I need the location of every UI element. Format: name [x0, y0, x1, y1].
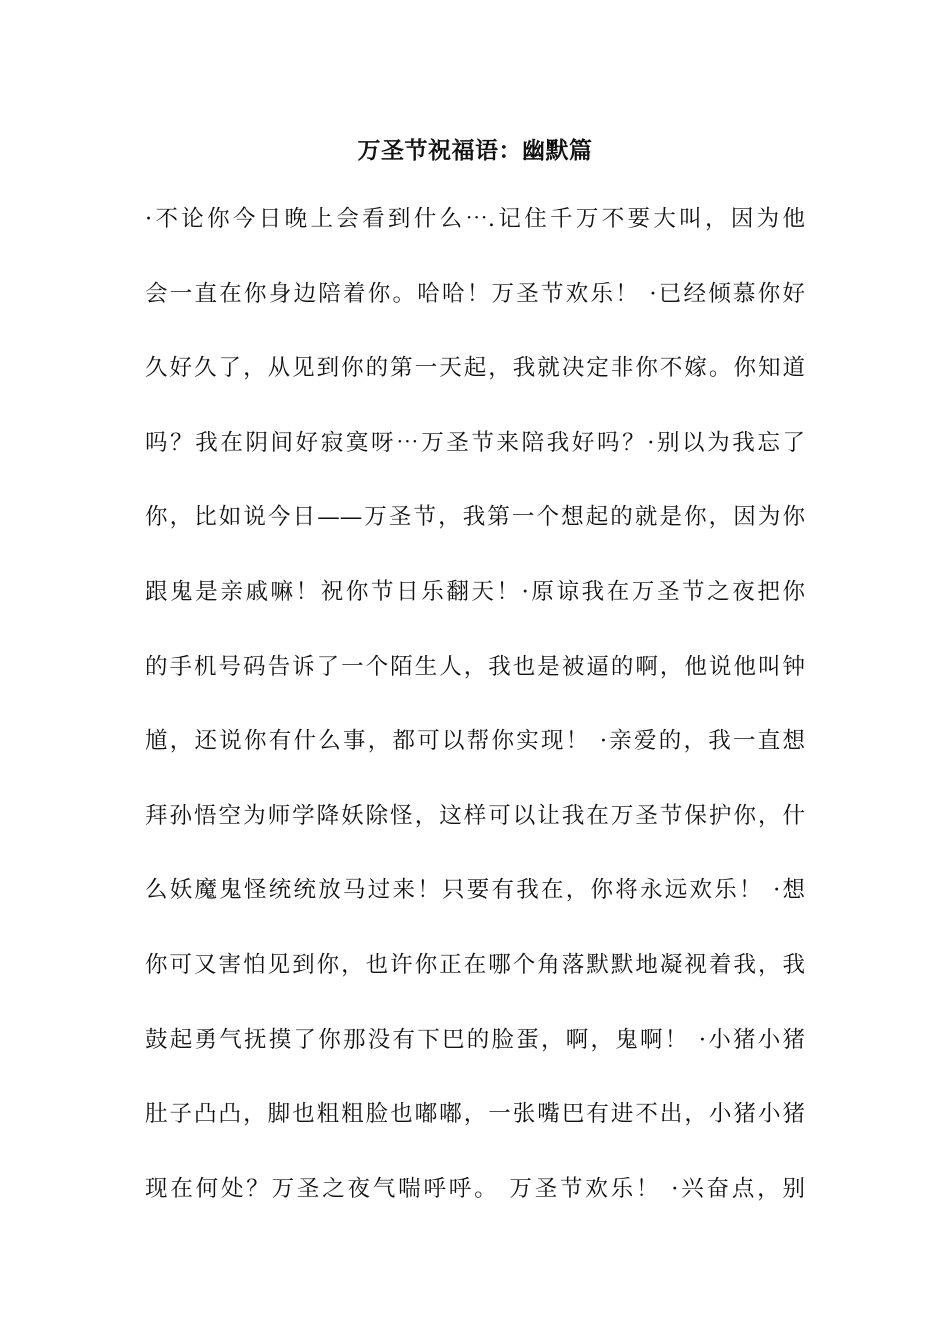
body-line: 鼓起勇气抚摸了你那没有下巴的脸蛋，啊，鬼啊！ ·小猪小猪 [145, 1026, 805, 1053]
body-line: 拜孙悟空为师学降妖除怪，这样可以让我在万圣节保护你，什 [145, 802, 805, 829]
body-line: 现在何处？万圣之夜气喘呼呼。 万圣节欢乐！ ·兴奋点，别 [145, 1175, 805, 1202]
body-line: 肚子凸凸，脚也粗粗脸也嘟嘟，一张嘴巴有进不出，小猪小猪 [145, 1101, 805, 1128]
body-line: 久好久了，从见到你的第一天起，我就决定非你不嫁。你知道 [145, 355, 805, 382]
body-line: 吗？我在阴间好寂寞呀⋯万圣节来陪我好吗？·别以为我忘了 [145, 429, 805, 456]
body-line: ·不论你今日晚上会看到什么⋯.记住千万不要大叫，因为他 [145, 206, 805, 232]
body-line: 你，比如说今日——万圣节，我第一个想起的就是你，因为你 [145, 504, 805, 531]
document-title: 万圣节祝福语：幽默篇 [357, 137, 593, 164]
body-line: 你可又害怕见到你，也许你正在哪个角落默默地凝视着我，我 [145, 951, 805, 978]
body-line: 跟鬼是亲戚嘛！祝你节日乐翻天！·原谅我在万圣节之夜把你 [145, 578, 805, 605]
body-line: 会一直在你身边陪着你。哈哈！万圣节欢乐！ ·已经倾慕你好 [145, 280, 805, 307]
document-body [145, 182, 805, 1226]
body-line: 馗，还说你有什么事，都可以帮你实现！ ·亲爱的，我一直想 [145, 728, 805, 755]
body-line: 么妖魔鬼怪统统放马过来！只要有我在，你将永远欢乐！ ·想 [145, 877, 805, 904]
body-line: 的手机号码告诉了一个陌生人，我也是被逼的啊，他说他叫钟 [145, 653, 805, 680]
